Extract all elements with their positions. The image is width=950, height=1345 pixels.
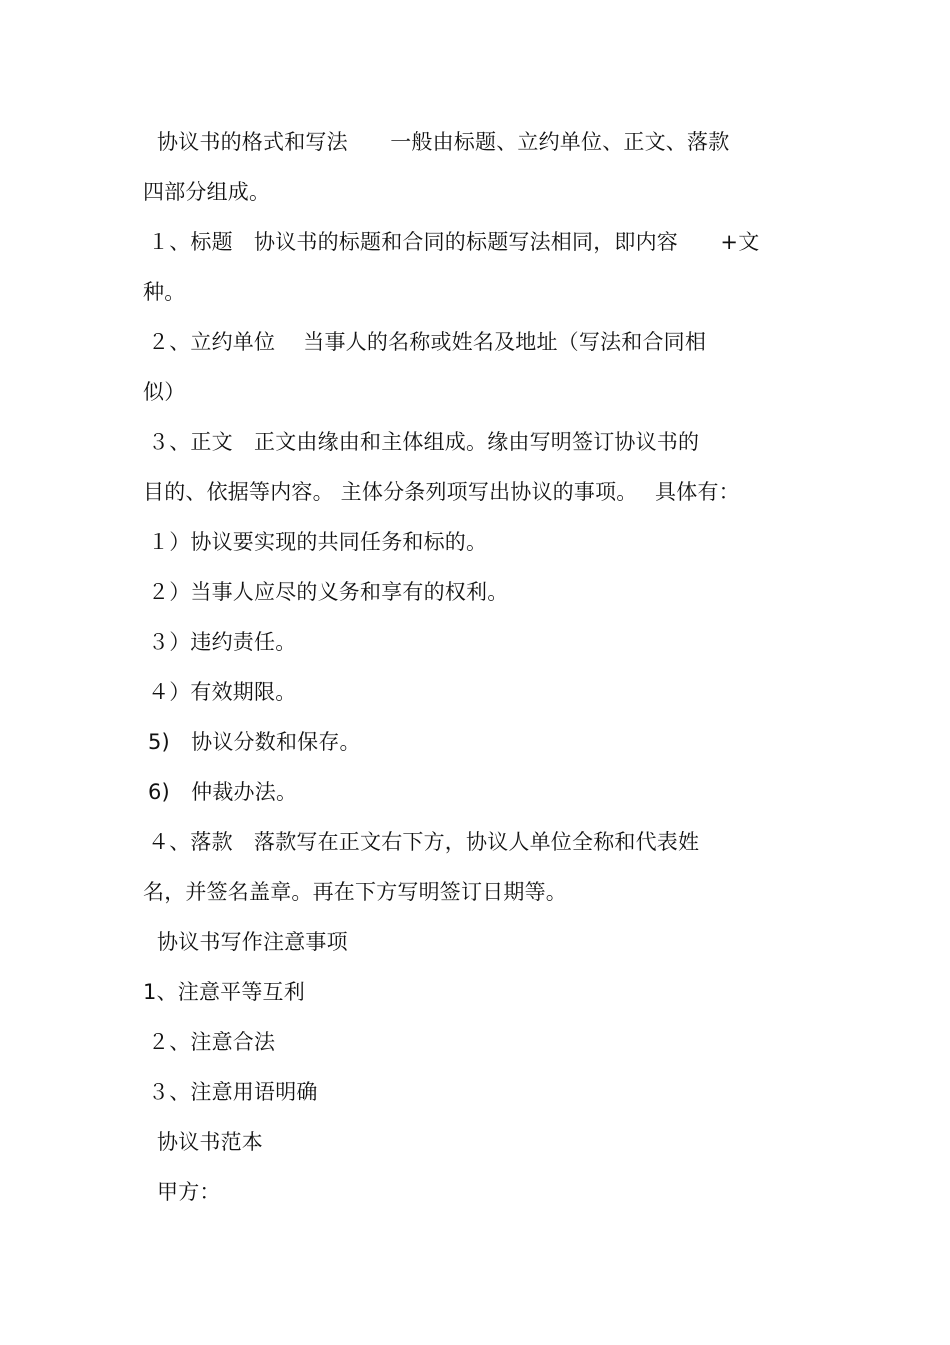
list-item: 5) 协议分数和保存。 [148,730,361,754]
list-item: 6) 仲裁办法。 [148,780,298,804]
heading-sample: 协议书范本 [157,1130,263,1154]
list-item: ３、注意用语明确 [148,1080,318,1104]
section-body-line: ３、正文 正文由缘由和主体组成。缘由写明签订协议书的 [148,430,700,454]
list-item: 1、注意平等互利 [143,980,305,1004]
heading-notes: 协议书写作注意事项 [157,930,348,954]
paragraph-line: 名，并签名盖章。再在下方写明签订日期等。 [143,880,567,904]
paragraph-line: 似） [143,380,186,404]
list-item: ２、注意合法 [148,1030,276,1054]
paragraph-line: 种。 [143,280,186,304]
list-item: １）协议要实现的共同任务和标的。 [148,530,488,554]
paragraph-line: 四部分组成。 [143,180,271,204]
list-item: ３）违约责任。 [148,630,297,654]
heading-format: 协议书的格式和写法 一般由标题、立约单位、正文、落款 [157,130,730,154]
section-signature-line: ４、落款 落款写在正文右下方，协议人单位全称和代表姓 [148,830,700,854]
section-title-line: １、标题 协议书的标题和合同的标题写法相同，即内容 +文 [148,230,760,254]
paragraph-line: 目的、依据等内容。 主体分条列项写出协议的事项。 具体有： [143,480,740,504]
list-item: ４）有效期限。 [148,680,297,704]
section-parties-line: ２、立约单位 当事人的名称或姓名及地址（写法和合同相 [148,330,707,354]
list-item: ２）当事人应尽的义务和享有的权利。 [148,580,509,604]
party-a-label: 甲方： [157,1180,221,1204]
